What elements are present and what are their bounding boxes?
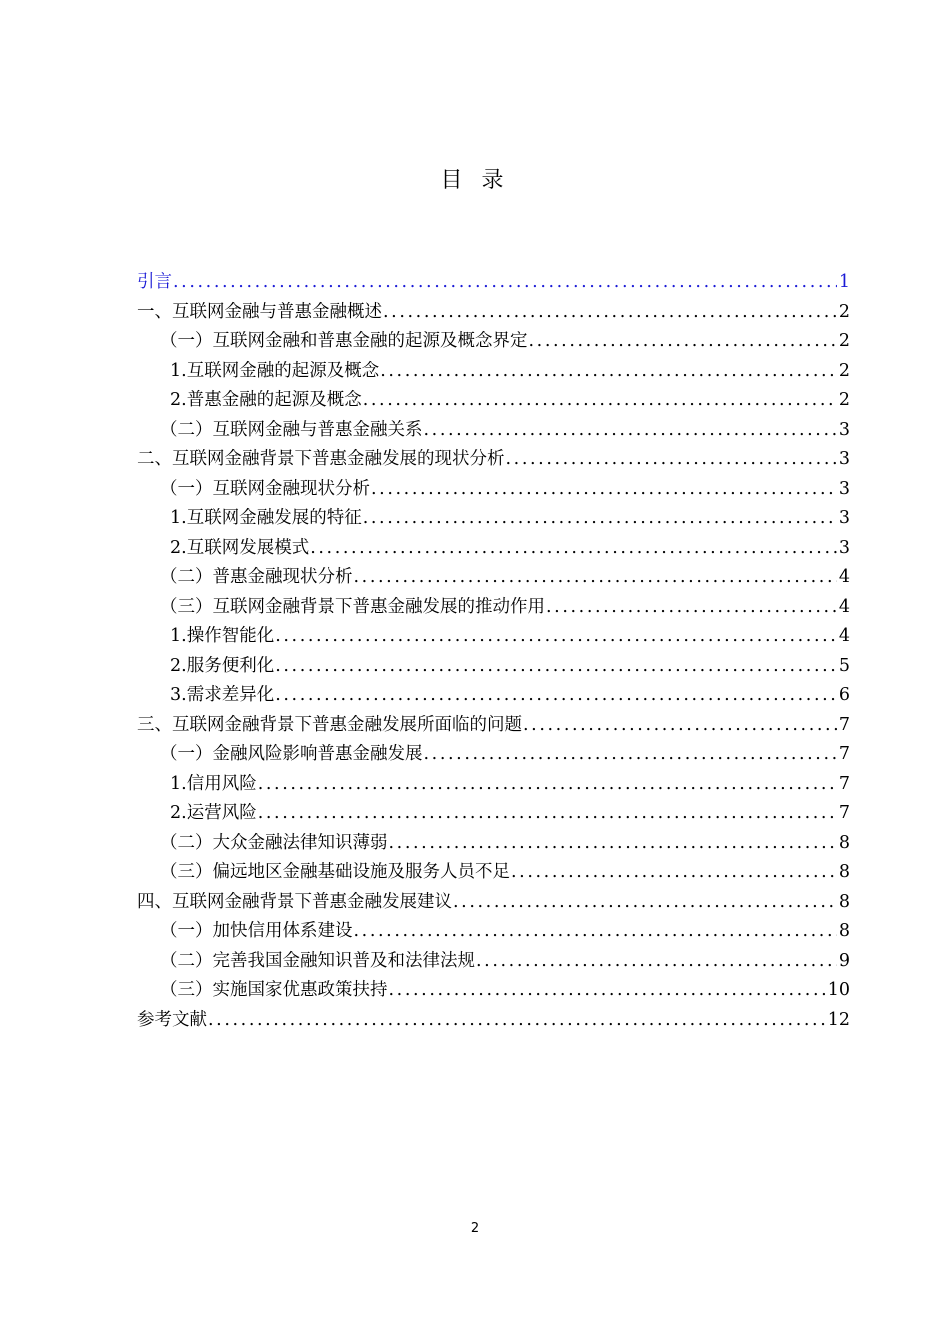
toc-leader-dots (258, 770, 837, 800)
toc-entry-text: 1.信用风险 (170, 773, 257, 794)
toc-title: 目 录 (440, 168, 510, 193)
toc-leader-dots (363, 504, 837, 534)
toc-entry-page: 3 (838, 537, 850, 558)
toc-leader-dots (354, 563, 837, 593)
toc-entry-text: 一、互联网金融与普惠金融概述 (137, 301, 382, 322)
toc-leader-dots (523, 711, 837, 741)
toc-leader-dots (389, 829, 837, 859)
toc-entry-section[interactable] (137, 829, 850, 859)
toc-leader-dots (275, 652, 837, 682)
toc-entry-page: 5 (838, 655, 850, 676)
toc-entry-text: （一）加快信用体系建设 (160, 921, 353, 941)
toc-entry-subsection[interactable] (137, 504, 850, 534)
toc-leader-dots (371, 475, 837, 505)
toc-entry-page: 10 (827, 980, 850, 1000)
toc-entry-text: 1.操作智能化 (170, 626, 275, 646)
toc-entry-section[interactable] (137, 416, 850, 446)
toc-entry-text: （三）实施国家优惠政策扶持 (160, 980, 388, 1000)
toc-entry-text: 2.服务便利化 (170, 655, 275, 676)
toc-entry-section[interactable] (137, 947, 850, 977)
toc-entry-page: 2 (838, 301, 850, 322)
toc-leader-dots (354, 917, 837, 947)
toc-leader-dots (275, 681, 837, 711)
toc-entry-text: （二）普惠金融现状分析 (160, 567, 353, 587)
toc-entry-page: 4 (838, 626, 850, 646)
toc-entry-section[interactable] (137, 327, 850, 357)
toc-leader-dots (424, 416, 837, 446)
toc-entry-chapter-2[interactable] (137, 445, 850, 475)
toc-entry-section[interactable] (137, 858, 850, 888)
toc-leader-dots (546, 593, 837, 623)
toc-entry-text: （二）大众金融法律知识薄弱 (160, 832, 388, 853)
toc-leader-dots (380, 357, 837, 387)
toc-entry-page: 12 (827, 1009, 850, 1030)
toc-entry-section[interactable] (137, 976, 850, 1006)
table-of-contents (137, 268, 850, 1035)
toc-entry-subsection[interactable] (137, 681, 850, 711)
toc-leader-dots (383, 298, 837, 328)
toc-entry-page: 4 (838, 567, 850, 587)
toc-entry-page: 8 (838, 891, 850, 912)
toc-entry-text: 2.互联网发展模式 (170, 537, 310, 558)
toc-entry-section[interactable] (137, 475, 850, 505)
toc-entry-text: 2.普惠金融的起源及概念 (170, 390, 362, 410)
toc-entry-page: 1 (838, 272, 850, 292)
toc-entry-subsection[interactable] (137, 770, 850, 800)
toc-leader-dots (173, 268, 837, 298)
toc-entry-subsection[interactable] (137, 534, 850, 564)
toc-entry-page: 8 (838, 862, 850, 882)
toc-entry-section[interactable] (137, 593, 850, 623)
toc-entry-subsection[interactable] (137, 357, 850, 387)
toc-entry-introduction[interactable] (137, 268, 850, 298)
toc-entry-page: 7 (838, 714, 850, 735)
toc-entry-page: 3 (838, 449, 850, 469)
toc-entry-subsection[interactable] (137, 652, 850, 682)
toc-entry-page: 9 (838, 950, 850, 971)
toc-entry-page: 2 (838, 360, 850, 381)
toc-entry-text: （一）互联网金融和普惠金融的起源及概念界定 (160, 331, 528, 351)
toc-entry-text: 引言 (137, 272, 172, 292)
toc-entry-section[interactable] (137, 917, 850, 947)
toc-entry-text: 1.互联网金融的起源及概念 (170, 360, 380, 381)
toc-leader-dots (424, 740, 837, 770)
toc-entry-subsection[interactable] (137, 622, 850, 652)
toc-leader-dots (275, 622, 837, 652)
toc-entry-page: 3 (838, 419, 850, 440)
toc-leader-dots (208, 1006, 826, 1036)
toc-entry-subsection[interactable] (137, 386, 850, 416)
toc-entry-text: 2.运营风险 (170, 803, 257, 823)
toc-entry-text: 1.互联网金融发展的特征 (170, 508, 362, 528)
toc-entry-text: （二）互联网金融与普惠金融关系 (160, 419, 423, 440)
toc-leader-dots (389, 976, 826, 1006)
toc-entry-page: 2 (838, 331, 850, 351)
toc-entry-text: 二、互联网金融背景下普惠金融发展的现状分析 (137, 449, 505, 469)
toc-leader-dots (453, 888, 837, 918)
toc-entry-page: 7 (838, 773, 850, 794)
toc-entry-section[interactable] (137, 563, 850, 593)
toc-entry-text: 3.需求差异化 (170, 685, 275, 705)
toc-entry-page: 7 (838, 744, 850, 764)
toc-entry-chapter-1[interactable] (137, 298, 850, 328)
toc-entry-page: 8 (838, 921, 850, 941)
toc-entry-section[interactable] (137, 740, 850, 770)
toc-entry-text: （三）偏远地区金融基础设施及服务人员不足 (160, 862, 510, 882)
page-number: 2 (470, 1221, 480, 1236)
toc-entry-text: 四、互联网金融背景下普惠金融发展建议 (137, 891, 452, 912)
toc-entry-text: （一）互联网金融现状分析 (160, 478, 370, 499)
toc-leader-dots (476, 947, 837, 977)
toc-entry-text: （三）互联网金融背景下普惠金融发展的推动作用 (160, 596, 545, 617)
toc-entry-text: 三、互联网金融背景下普惠金融发展所面临的问题 (137, 714, 522, 735)
toc-leader-dots (506, 445, 837, 475)
toc-entry-text: （一）金融风险影响普惠金融发展 (160, 744, 423, 764)
toc-entry-page: 6 (838, 685, 850, 705)
toc-entry-chapter-4[interactable] (137, 888, 850, 918)
toc-leader-dots (310, 534, 837, 564)
toc-entry-page: 2 (838, 390, 850, 410)
toc-entry-page: 3 (838, 478, 850, 499)
toc-entry-chapter-3[interactable] (137, 711, 850, 741)
toc-entry-page: 8 (838, 832, 850, 853)
toc-leader-dots (258, 799, 837, 829)
toc-entry-page: 3 (838, 508, 850, 528)
toc-entry-text: 参考文献 (137, 1009, 207, 1030)
toc-leader-dots (529, 327, 837, 357)
toc-entry-page: 4 (838, 596, 850, 617)
toc-leader-dots (511, 858, 837, 888)
toc-entry-page: 7 (838, 803, 850, 823)
toc-entry-references[interactable] (137, 1006, 850, 1036)
toc-entry-subsection[interactable] (137, 799, 850, 829)
toc-entry-text: （二）完善我国金融知识普及和法律法规 (160, 950, 475, 971)
toc-leader-dots (363, 386, 837, 416)
